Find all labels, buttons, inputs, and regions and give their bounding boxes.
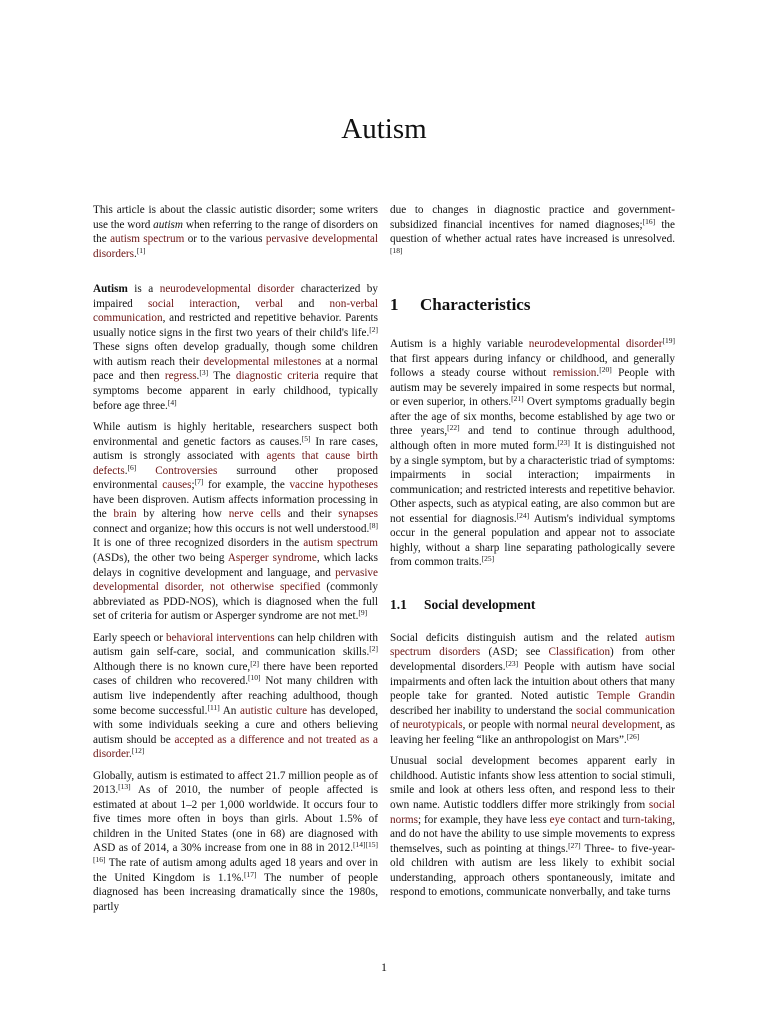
link-non-verbal-communication[interactable]: non-verbal communication — [93, 297, 379, 325]
citation-ref[interactable]: [26] — [626, 731, 640, 741]
citation-ref[interactable]: [3] — [199, 368, 209, 378]
link-autism-spectrum-2[interactable]: autism spectrum — [303, 537, 378, 550]
link-behavioral-interventions[interactable]: behavioral interventions — [166, 631, 275, 644]
citation-ref[interactable]: [2] — [369, 644, 378, 654]
link-brain[interactable]: brain — [113, 508, 137, 521]
left-column — [93, 203, 378, 914]
link-accepted-as-difference[interactable]: accepted as a difference and not treated as a disorder — [93, 733, 378, 761]
citation-ref[interactable]: [4] — [167, 397, 177, 407]
link-remission[interactable]: remission — [552, 367, 597, 380]
link-agents-birth-defects[interactable]: agents that cause birth defects — [93, 450, 378, 477]
citation-ref[interactable]: [25] — [481, 554, 495, 564]
citation-ref[interactable]: [2] — [369, 324, 378, 334]
citation-ref[interactable]: [1] — [136, 245, 146, 255]
characteristics-paragraph: Autism is a highly variable neurodevelopmental disorder[19] that first appears during infancy or childhood, and generally follows a steady course without remission.[20] People with autism may be severely impaired in some respects but normal, or even superior, in others.[21] Overt symptoms gradually begin after the age of six months, become established by age two or three years,[22] and tend to continue through adulthood, although often in more muted form.[23] It is distinguished not by a single symptom, but by a characteristic triad of symptoms: impairments in social interaction; impairments in communication; and restricted interests and repetitive behavior. Other aspects, such as atypical eating, are also common but are not essential for diagnosis.[24] Autism's individual symptoms occur in the general population and appear not to associate highly, without a sharp line separating pathologically severe from common traits.[25] — [390, 336, 675, 569]
link-neural-development[interactable]: neural development — [571, 719, 660, 732]
link-synapses[interactable]: synapses — [338, 508, 378, 521]
link-turn-taking[interactable]: turn-taking — [622, 813, 673, 826]
subsection-number: 1.1 — [390, 596, 407, 612]
social-paragraph-2: Unusual social development becomes apparent early in childhood. Autistic infants show less attention to social stimuli, smile and look at others less often, and respond less to their own name. Autistic toddlers differ more strikingly from social norms; for example, they have less eye contact and turn-taking, and do not have the ability to use simple movements to express themselves, such as pointing at things.[27] Three- to five-year-old children with autism are less likely to exhibit social understanding, approach others spontaneously, imitate and respond to emotions, communicate nonverbally, and take turns — [390, 755, 675, 899]
citation-ref[interactable]: [8] — [369, 520, 378, 530]
intro-paragraph-4-continued: due to changes in diagnostic practice and government-subsidized financial incentives for named diagnoses;[16] the question of whether actual rates have increased is unresolved.[18] — [390, 204, 675, 255]
link-classification[interactable]: Classification — [548, 646, 611, 659]
link-causes[interactable]: causes — [162, 479, 192, 492]
link-pervasive-developmental-disorders[interactable]: pervasive developmental disorders — [93, 233, 378, 260]
page-title: Autism — [341, 113, 427, 145]
link-autistic-culture[interactable]: autistic culture — [240, 704, 308, 717]
page-number: 1 — [381, 960, 387, 974]
section-title: Characteristics — [420, 295, 531, 315]
social-paragraph-1: Social deficits distinguish autism and the related autism spectrum disorders (ASD; see Classification) from other developmental disorders.[23] People with autism have social impairments and often lack the intuition about others that many people take for granted. Noted autistic Temple Grandin described her inability to understand the social communication of neurotypicals, or people with normal neural development, as leaving her feeling “like an anthropologist on Mars”.[26] — [390, 631, 676, 746]
citation-ref[interactable]: [17] — [243, 869, 257, 879]
intro-paragraph-4: Globally, autism is estimated to affect 21.7 million people as of 2013.[13] As of 2010, the number of people affected is estimated at about 1–2 per 1,000 worldwide. It occurs four to five times more often in boys than girls. About 1.5% of children in the United States (one in 68) are diagnosed with ASD as of 2014, a 30% increase from one in 88 in 2012.[14][15][16] The rate of autism among adults aged 18 years and over in the United Kingdom is 1.1%.[17] The number of people diagnosed has been increasing dramatically since the 1980s, partly — [93, 769, 378, 913]
link-autism-spectrum[interactable]: autism spectrum — [110, 233, 185, 246]
link-social-norms[interactable]: social norms — [390, 798, 675, 826]
link-neurotypicals[interactable]: neurotypicals — [402, 719, 463, 732]
citation-ref[interactable]: [24] — [516, 510, 530, 520]
subsection-heading-social-development — [390, 596, 675, 613]
citation-ref[interactable]: [27] — [568, 840, 581, 850]
link-autism-spectrum-disorders[interactable]: autism spectrum disorders — [390, 631, 675, 659]
link-vaccine-hypotheses[interactable]: vaccine hypotheses — [289, 479, 378, 492]
citation-ref[interactable]: [10] — [248, 673, 261, 683]
right-column — [390, 203, 675, 900]
link-nerve-cells[interactable]: nerve cells — [228, 508, 281, 521]
link-social-interaction[interactable]: social interaction — [147, 297, 238, 310]
intro-paragraph-2: While autism is highly heritable, researchers suspect both environmental and genetic factors as causes.[5] In rare cases, autism is strongly associated with agents that cause birth defects.[6] Controversies surround other proposed environmental causes;[7] for example, the vaccine hypotheses have been disproven. Autism affects information processing in the brain by altering how nerve cells and their synapses connect and organize; how this occurs is not well understood.[8] It is one of three recognized disorders in the autism spectrum (ASDs), the other two being Asperger syndrome, which lacks delays in cognitive development and language, and pervasive developmental disorder, not otherwise specified (commonly abbreviated as PDD-NOS), which is diagnosed when the full set of criteria for autism or Asperger syndrome are not met.[9] — [93, 421, 379, 623]
citation-ref[interactable]: [23] — [557, 438, 570, 448]
intro-paragraph-1: Autism is a neurodevelopmental disorder characterized by impaired social interaction, verbal and non-verbal communication, and restricted and repetitive behavior. Parents usually notice signs in the first two years of their child's life.[2] These signs often develop gradually, though some children with autism reach their developmental milestones at a normal pace and then regress.[3] The diagnostic criteria require that symptoms become apparent in early childhood, typically before age three.[4] — [93, 283, 379, 412]
subsection-title: Social development — [424, 596, 536, 612]
link-diagnostic-criteria[interactable]: diagnostic criteria — [235, 370, 319, 383]
citation-ref[interactable]: [12] — [131, 746, 145, 756]
citation-ref[interactable]: [5] — [301, 433, 311, 443]
intro-paragraph-3: Early speech or behavioral interventions can help children with autism gain self-care, social, and communication skills.[2] Although there is no known cure,[2] there have been reported cases of children who recovered.[10] Not many children with autism live independently after reaching adulthood, though some become successful.[11] An autistic culture has developed, with some individuals seeking a cure and others believing autism should be accepted as a difference and not treated as a disorder.[12] — [93, 631, 379, 761]
citation-ref[interactable]: [11] — [207, 702, 220, 712]
citation-ref[interactable]: [20] — [599, 365, 612, 375]
citation-ref[interactable]: [2] — [250, 658, 259, 668]
citation-ref[interactable]: [22] — [447, 423, 460, 433]
link-neurodevelopmental-disorder[interactable]: neurodevelopmental disorder — [159, 283, 295, 296]
link-developmental-milestones[interactable]: developmental milestones — [203, 355, 322, 368]
citation-ref[interactable]: [19] — [662, 336, 675, 346]
citation-ref[interactable]: [6] — [127, 462, 137, 472]
link-asperger-syndrome[interactable]: Asperger syndrome — [227, 552, 317, 565]
link-temple-grandin[interactable]: Temple Grandin — [596, 690, 676, 703]
link-pdd-nos[interactable]: pervasive developmental disorder, not otherwise specified — [93, 566, 378, 594]
citation-ref[interactable]: [13] — [118, 782, 131, 792]
link-neurodevelopmental-disorder-2[interactable]: neurodevelopmental disorder — [528, 338, 663, 351]
section-heading-characteristics — [390, 295, 675, 315]
citation-ref[interactable]: [21] — [511, 394, 524, 404]
link-eye-contact[interactable]: eye contact — [549, 813, 601, 826]
link-social-communication[interactable]: social communication — [575, 704, 675, 717]
citation-ref[interactable]: [23] — [505, 659, 519, 669]
hatnote: This article is about the classic autistic disorder; some writers use the word autism when referring to the range of disorders on the autism spectrum or to the various pervasive developmental disorders.[1] — [93, 204, 378, 260]
citation-ref[interactable]: [16] — [642, 216, 656, 226]
citation-ref[interactable]: [18] — [390, 245, 403, 255]
citation-ref[interactable]: [14][15][16] — [93, 840, 378, 864]
citation-ref[interactable]: [9] — [358, 608, 368, 618]
link-verbal[interactable]: verbal — [255, 297, 284, 310]
section-number: 1 — [390, 295, 399, 315]
link-controversies[interactable]: Controversies — [155, 464, 218, 477]
link-regress[interactable]: regress — [164, 370, 197, 383]
citation-ref[interactable]: [7] — [194, 477, 204, 487]
